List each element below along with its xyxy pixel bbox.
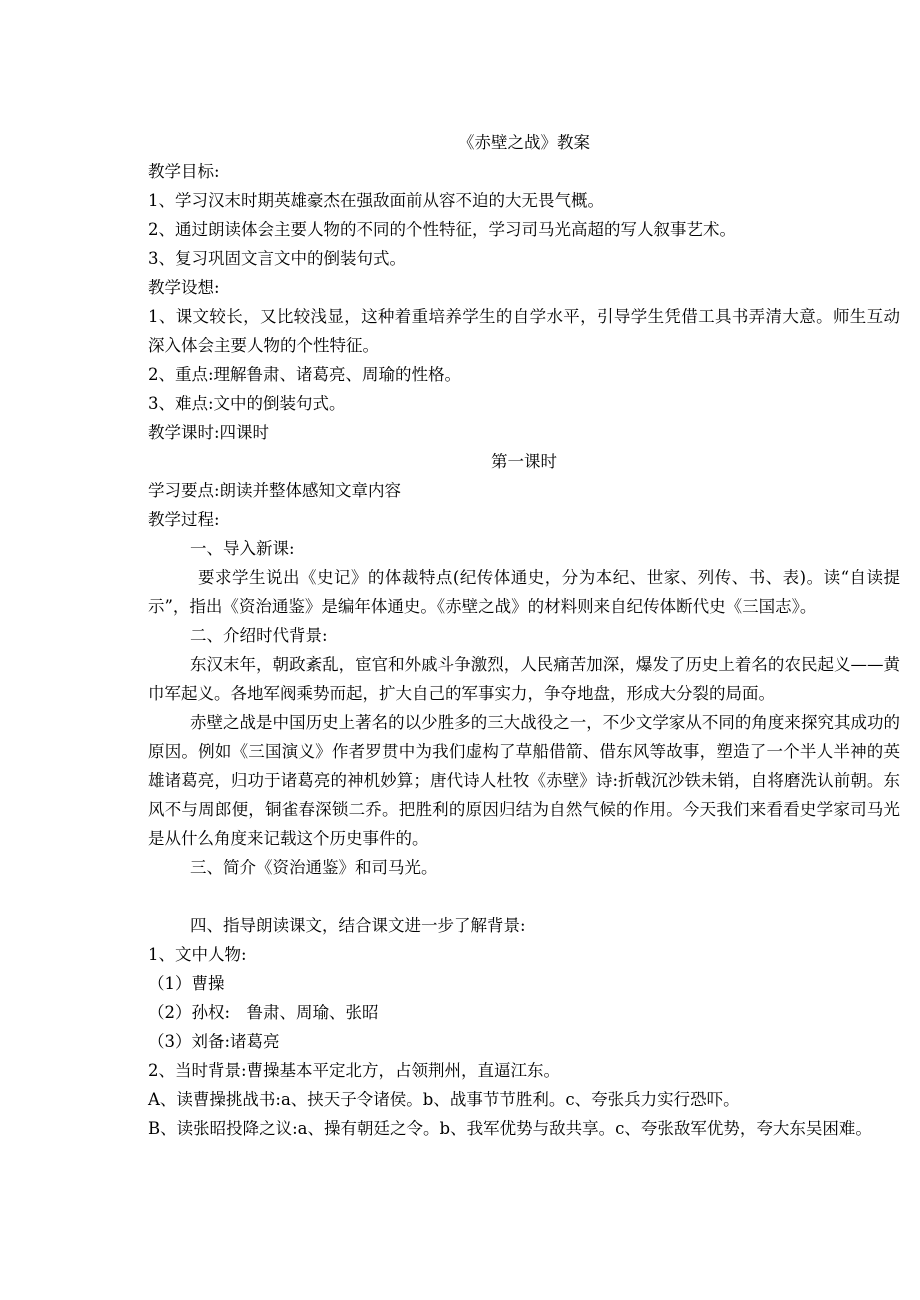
class-hours: 教学课时:四课时: [148, 423, 270, 442]
lesson-plan-page: [148, 128, 900, 1143]
section-heading: 二、介绍时代背景:: [190, 626, 328, 645]
character-item: （3）刘备:诸葛亮: [148, 1032, 280, 1051]
design-item: 1、课文较长，又比较浅显，这种着重培养学生的自学水平，引导学生凭借工具书弄清大意。师生互动深入体会主要人物的个性特征。: [148, 307, 900, 355]
document-title: 《赤壁之战》教案: [458, 133, 590, 152]
character-item: （1）曹操: [148, 974, 225, 993]
section-heading: 三、简介《资治通鉴》和司马光。: [190, 858, 438, 877]
section-heading: 四、指导朗读课文，结合课文进一步了解背景:: [190, 916, 526, 935]
design-item: 2、重点:理解鲁肃、诸葛亮、周瑜的性格。: [148, 365, 462, 384]
goal-item: 3、复习巩固文言文中的倒装句式。: [148, 249, 406, 268]
section-paragraph: 赤壁之战是中国历史上著名的以少胜多的三大战役之一，不少文学家从不同的角度来探究其成功的原因。例如《三国演义》作者罗贯中为我们虚构了草船借箭、借东风等故事，塑造了一个半人半神的英雄诸葛亮，归功于诸葛亮的神机妙算；唐代诗人杜牧《赤壁》诗:折戟沉沙铁未销，自将磨洗认前朝。东风不与周郎便，铜雀春深锁二乔。把胜利的原因归结为自然气候的作用。今天我们来看看史学家司马光是从什么角度来记载这个历史事件的。: [148, 713, 900, 848]
characters-heading: 1、文中人物:: [148, 945, 247, 964]
design-item: 3、难点:文中的倒装句式。: [148, 394, 346, 413]
goals-heading: 教学目标:: [148, 162, 220, 181]
key-points: 学习要点:朗读并整体感知文章内容: [148, 481, 402, 500]
goal-item: 2、通过朗读体会主要人物的不同的个性特征，学习司马光高超的写人叙事艺术。: [148, 220, 736, 239]
section-paragraph: 东汉末年，朝政紊乱，宦官和外戚斗争激烈，人民痛苦加深，爆发了历史上着名的农民起义——黄巾军起义。各地军阀乘势而起，扩大自己的军事实力，争夺地盘，形成大分裂的局面。: [148, 655, 900, 703]
design-heading: 教学设想:: [148, 278, 220, 297]
section-heading: 一、导入新课:: [190, 539, 295, 558]
character-item: （2）孙权: 鲁肃、周瑜、张昭: [148, 1003, 379, 1022]
lesson-title: 第一课时: [491, 452, 557, 471]
background-item: 2、当时背景:曹操基本平定北方，占领荆州，直逼江东。: [148, 1061, 561, 1080]
reading-item: A、读曹操挑战书:a、挟天子令诸侯。b、战事节节胜利。c、夸张兵力实行恐吓。: [148, 1090, 740, 1109]
section-paragraph: 要求学生说出《史记》的体裁特点(纪传体通史，分为本纪、世家、列传、书、表)。读“自读提示”，指出《资治通鉴》是编年体通史。《赤壁之战》的材料则来自纪传体断代史《三国志》。: [148, 568, 900, 616]
goal-item: 1、学习汉末时期英雄豪杰在强敌面前从容不迫的大无畏气概。: [148, 191, 604, 210]
reading-item: B、读张昭投降之议:a、操有朝廷之令。b、我军优势与敌共享。c、夸张敌军优势，夸大东吴困难。: [148, 1119, 872, 1138]
process-heading: 教学过程:: [148, 510, 220, 529]
blank-line: [148, 882, 900, 911]
